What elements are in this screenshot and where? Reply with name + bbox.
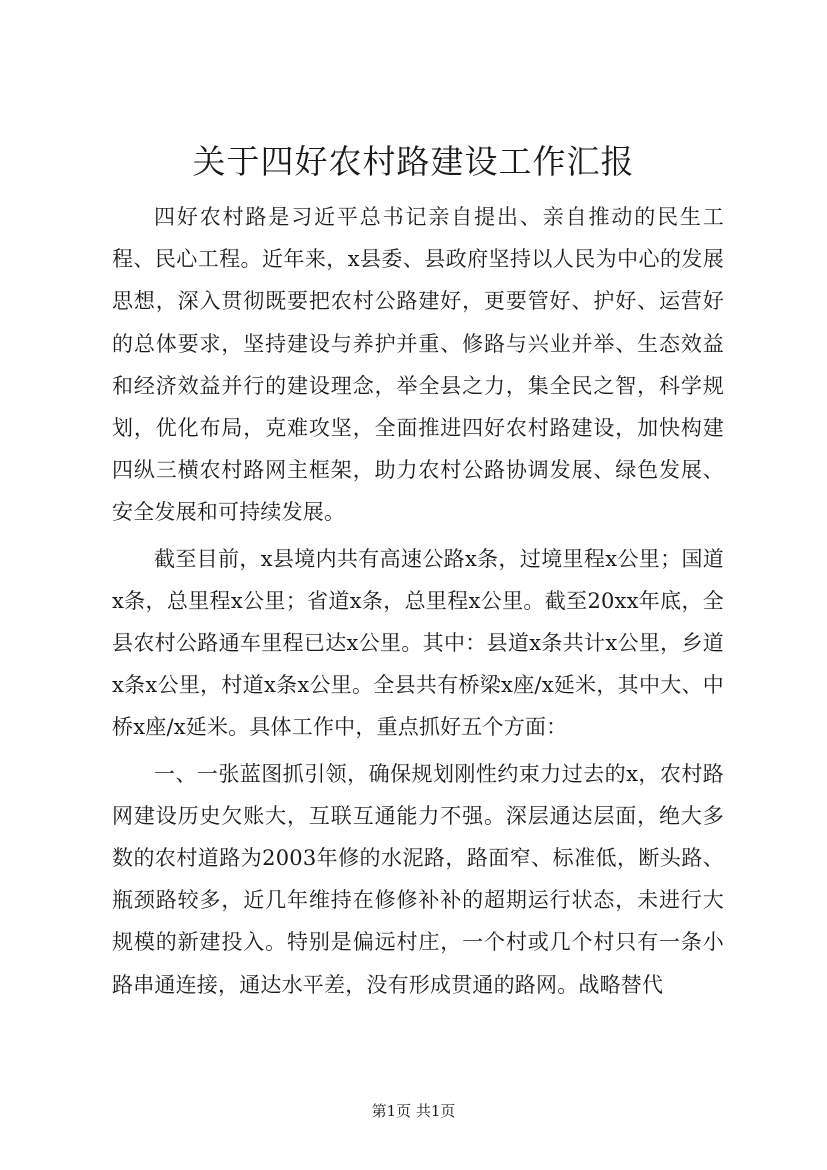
paragraph-status: 截至目前，x县境内共有高速公路x条，过境里程x公里；国道x条，总里程x公里；省道x条，总里程x公里。截至20xx年底，全县农村公路通车里程已达x公里。其中：县道x条共计x公里，乡道x条x公里，村道x条x公里。全县共有桥梁x座/x延米，其中大、中桥x座/x延米。具体工作中，重点抓好五个方面： [112, 546, 724, 740]
paragraph-intro: 四好农村路是习近平总书记亲自提出、亲自推动的民生工程、民心工程。近年来，x县委、县政府坚持以人民为中心的发展思想，深入贯彻既要把农村公路建好，更要管好、护好、运营好的总体要求，坚持建设与养护并重、修路与兴业并举、生态效益和经济效益并行的建设理念，举全县之力，集全民之智，科学规划，优化布局，克难攻坚，全面推进四好农村路建设，加快构建四纵三横农村路网主框架，助力农村公路协调发展、绿色发展、安全发展和可持续发展。 [112, 205, 724, 525]
document-title: 关于四好农村路建设工作汇报 [192, 142, 635, 181]
page-number-footer: 第1页 共1页 [371, 1102, 456, 1120]
paragraph-section-one: 一、一张蓝图抓引领，确保规划刚性约束力过去的x，农村路网建设历史欠账大，互联互通能力不强。深层通达层面，绝大多数的农村道路为2003年修的水泥路，路面窄、标准低，断头路、瓶颈路较多，近几年维持在修修补补的超期运行状态，未进行大规模的新建投入。特别是偏远村庄，一个村或几个村只有一条小路串通连接，通达水平差，没有形成贯通的路网。战略替代 [112, 761, 724, 997]
document-body [112, 196, 724, 1006]
